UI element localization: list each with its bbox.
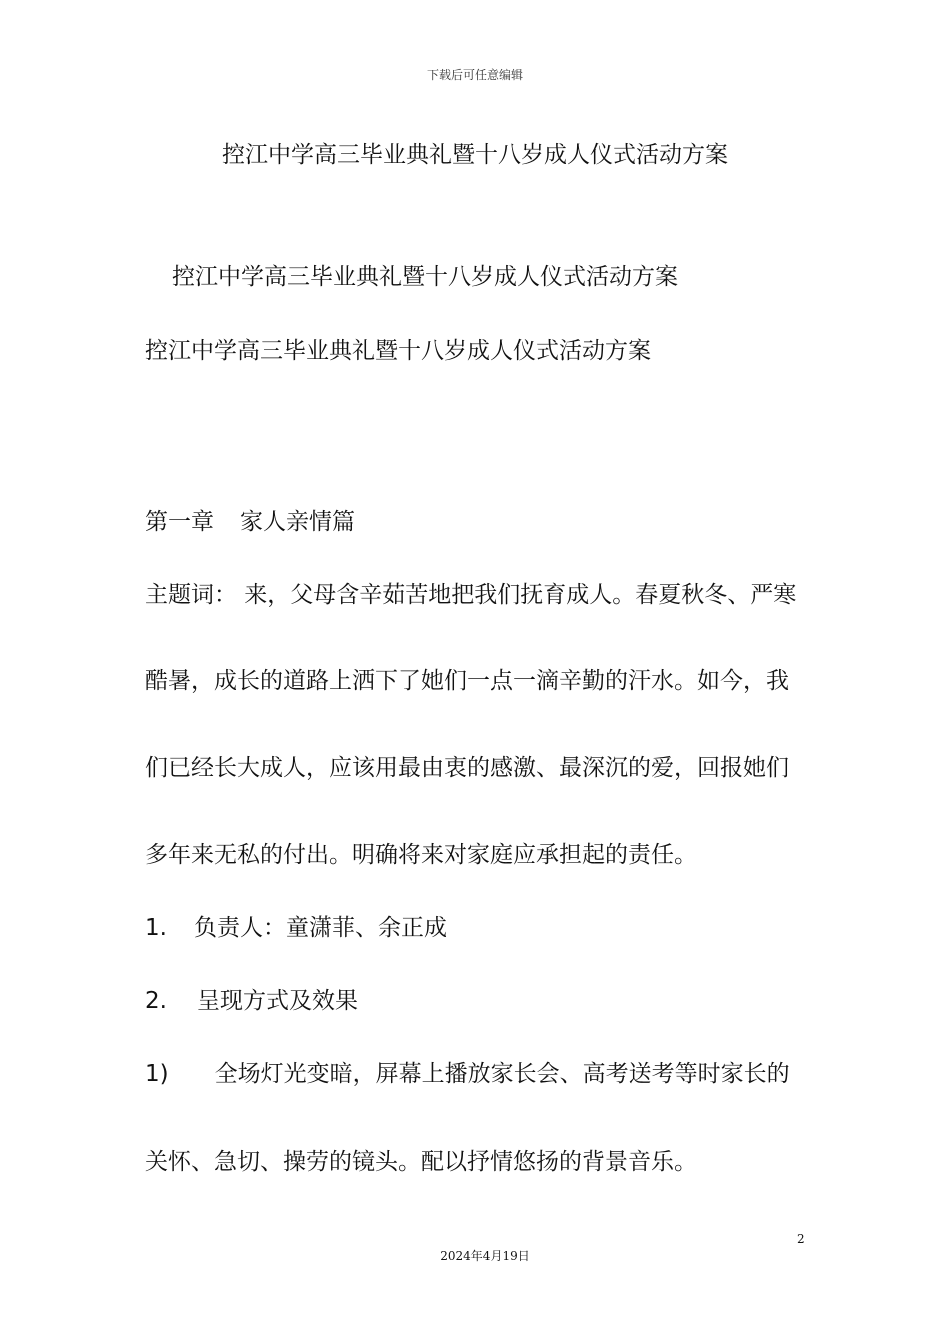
- sub-list-item-text: 全场灯光变暗，屏幕上播放家长会、高考送考等时家长的: [214, 1061, 790, 1087]
- page-number: 2: [797, 1232, 805, 1246]
- sub-list-item: [145, 1055, 790, 1088]
- list-item-text: 呈现方式及效果: [196, 988, 358, 1014]
- document-subtitle-2: 控江中学高三毕业典礼暨十八岁成人仪式活动方案: [145, 338, 651, 364]
- sub-list-item-number: 1): [145, 1061, 169, 1087]
- list-item: [145, 982, 358, 1015]
- list-item-number: 1.: [145, 915, 167, 941]
- document-subtitle-1: 控江中学高三毕业典礼暨十八岁成人仪式活动方案: [172, 264, 678, 290]
- chapter-label: 第一章: [145, 509, 214, 535]
- theme-line-4: 多年来无私的付出。明确将来对家庭应承担起的责任。: [145, 842, 697, 868]
- document-title: 控江中学高三毕业典礼暨十八岁成人仪式活动方案: [222, 142, 728, 168]
- chapter-heading: [145, 503, 355, 536]
- list-item-number: 2.: [145, 988, 167, 1014]
- chapter-name: 家人亲情篇: [240, 509, 355, 535]
- list-item: [145, 909, 447, 942]
- sub-list-item-continuation: 关怀、急切、操劳的镜头。配以抒情悠扬的背景音乐。: [145, 1149, 697, 1175]
- header-note: 下载后可任意编辑: [426, 68, 523, 82]
- theme-line-2: 酷暑，成长的道路上洒下了她们一点一滴辛勤的汗水。如今，我: [145, 668, 789, 694]
- theme-line-3: 们已经长大成人，应该用最由衷的感激、最深沉的爱，回报她们: [145, 755, 789, 781]
- theme-line-1: 主题词： 来，父母含辛茹苦地把我们抚育成人。春夏秋冬、严寒: [145, 582, 797, 608]
- footer-date: 2024年4月19日: [440, 1249, 530, 1263]
- list-item-text: 负责人：童潇菲、余正成: [193, 915, 447, 941]
